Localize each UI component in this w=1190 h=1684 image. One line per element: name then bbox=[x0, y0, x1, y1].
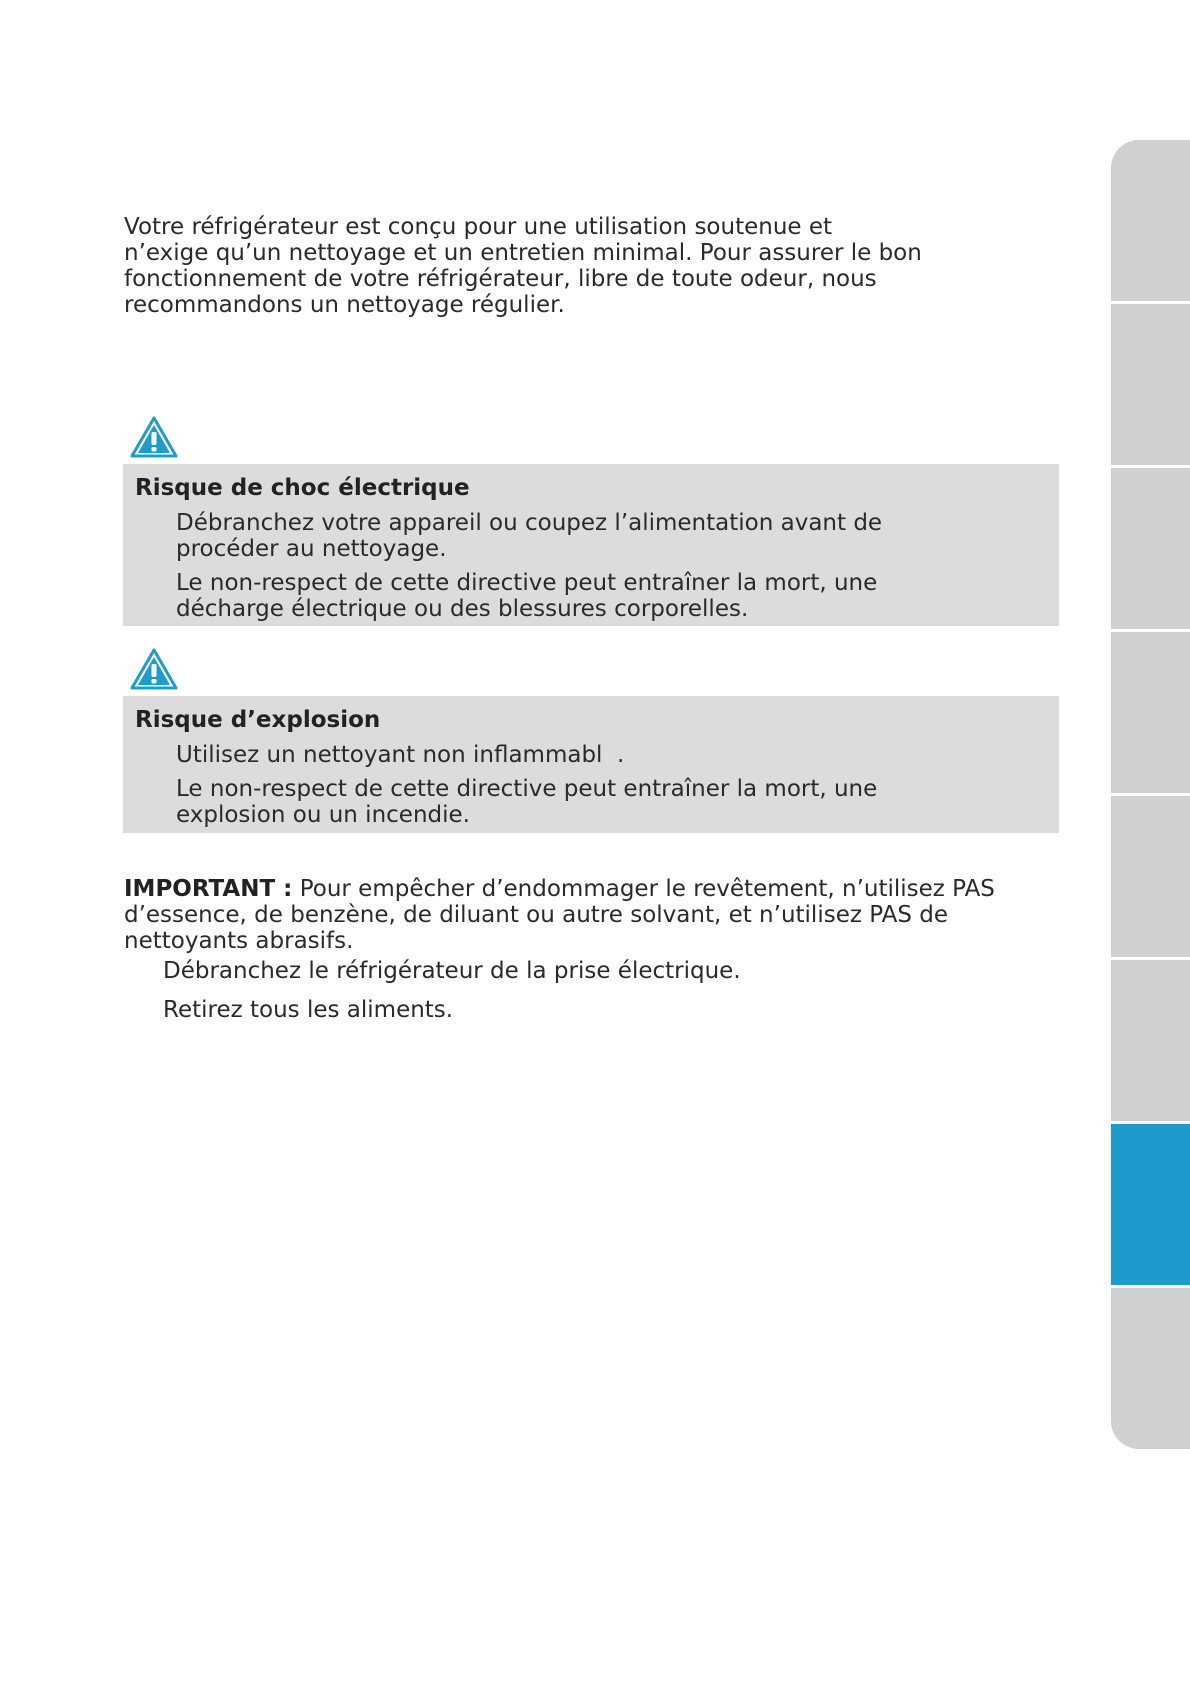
step-item: Débranchez le réfrigérateur de la prise électrique. bbox=[163, 958, 741, 984]
warning-instruction bbox=[176, 510, 1047, 562]
important-text-line: Pour empêcher d’endommager le revêtement, n’utilisez PAS bbox=[292, 876, 995, 902]
warning-text-line: Le non-respect de cette directive peut entraîner la mort, une bbox=[176, 570, 878, 596]
chapter-tabs bbox=[1111, 140, 1190, 1449]
chapter-tab[interactable] bbox=[1111, 1288, 1190, 1449]
chapter-tab-active[interactable] bbox=[1111, 1124, 1190, 1288]
intro-line: fonctionnement de votre réfrigérateur, libre de toute odeur, nous bbox=[124, 266, 877, 292]
intro-paragraph bbox=[124, 214, 1024, 318]
intro-line: recommandons un nettoyage régulier. bbox=[124, 292, 565, 318]
chapter-tab[interactable] bbox=[1111, 960, 1190, 1124]
chapter-tab[interactable] bbox=[1111, 796, 1190, 960]
important-text-line: nettoyants abrasifs. bbox=[124, 928, 354, 954]
chapter-tab[interactable] bbox=[1111, 140, 1190, 304]
important-text-line: d’essence, de benzène, de diluant ou autre solvant, et n’utilisez PAS de bbox=[124, 902, 949, 928]
intro-line: Votre réfrigérateur est conçu pour une utilisation soutenue et bbox=[124, 214, 833, 240]
warning-box-electric-shock bbox=[123, 464, 1059, 626]
warning-text-line: décharge électrique ou des blessures corporelles. bbox=[176, 596, 749, 622]
warning-text-line: procéder au nettoyage. bbox=[176, 536, 447, 562]
important-label: IMPORTANT : bbox=[124, 876, 293, 902]
chapter-tab[interactable] bbox=[1111, 304, 1190, 468]
warning-box-explosion bbox=[123, 696, 1059, 833]
warning-triangle-icon bbox=[130, 416, 178, 458]
warning-text-line: explosion ou un incendie. bbox=[176, 802, 470, 828]
chapter-tab[interactable] bbox=[1111, 632, 1190, 796]
warning-text-line: Utilisez un nettoyant non inflammabl . bbox=[176, 742, 625, 768]
warning-consequence bbox=[176, 570, 1047, 622]
important-note bbox=[124, 876, 1064, 954]
warning-text-line: Débranchez votre appareil ou coupez l’alimentation avant de bbox=[176, 510, 883, 536]
warning-triangle-icon bbox=[130, 648, 178, 690]
warning-title: Risque de choc électrique bbox=[135, 475, 470, 501]
warning-title: Risque d’explosion bbox=[135, 707, 381, 733]
intro-line: n’exige qu’un nettoyage et un entretien minimal. Pour assurer le bon bbox=[124, 240, 922, 266]
warning-instruction bbox=[176, 742, 1047, 768]
warning-consequence bbox=[176, 776, 1047, 828]
step-item: Retirez tous les aliments. bbox=[163, 997, 454, 1023]
chapter-tab[interactable] bbox=[1111, 468, 1190, 632]
warning-text-line: Le non-respect de cette directive peut entraîner la mort, une bbox=[176, 776, 878, 802]
